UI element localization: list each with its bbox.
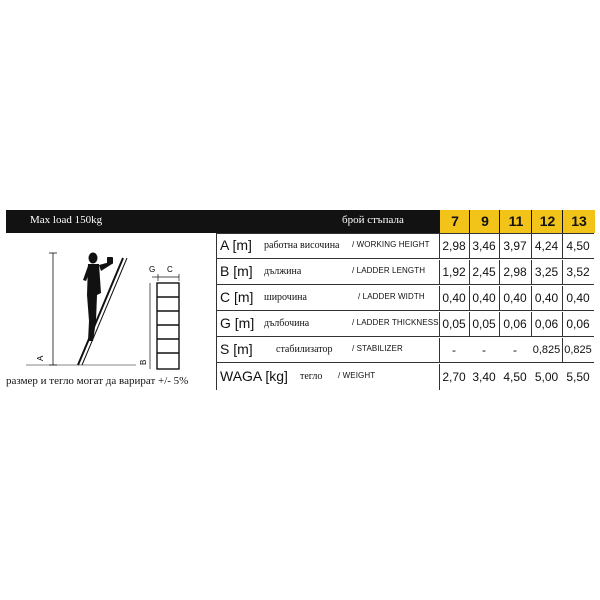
dimension-label-a: A bbox=[36, 355, 45, 361]
table-cell: 0,40 bbox=[503, 291, 527, 305]
table-cell: 3,46 bbox=[472, 239, 496, 253]
row-symbol: C [m] bbox=[220, 289, 254, 305]
row-label-bg: стабилизатор bbox=[276, 344, 333, 355]
table-cell: 0,40 bbox=[566, 291, 590, 305]
tolerance-note: размер и тегло могат да варират +/- 5% bbox=[6, 375, 189, 387]
table-cell: 3,25 bbox=[534, 265, 559, 279]
table-cell: 2,70 bbox=[442, 370, 466, 384]
dimension-label-b: B bbox=[139, 359, 148, 365]
row-label-bg: тегло bbox=[300, 371, 323, 382]
table-cell: 0,825 bbox=[564, 344, 592, 356]
table-cell: 4,24 bbox=[534, 239, 559, 253]
table-row-stabilizer bbox=[216, 338, 594, 363]
table-cell: - bbox=[513, 343, 517, 357]
dimension-label-c: C bbox=[167, 265, 173, 274]
row-label-bg: широчина bbox=[264, 292, 307, 303]
column-header-13: 13 bbox=[562, 210, 595, 233]
row-label-bg: дължина bbox=[264, 266, 302, 277]
table-cell: 0,40 bbox=[472, 291, 496, 305]
dimension-label-g: G bbox=[149, 265, 156, 274]
row-label-en: / STABILIZER bbox=[352, 344, 403, 353]
column-header-11: 11 bbox=[499, 210, 532, 233]
ladder-spec-table bbox=[6, 210, 594, 390]
table-header-bar bbox=[6, 210, 594, 233]
row-label-en: / WEIGHT bbox=[338, 371, 376, 380]
row-label-bg: дълбочина bbox=[264, 318, 310, 329]
ladder-diagram bbox=[6, 233, 216, 390]
ladder-illustration bbox=[6, 233, 216, 390]
table-cell: 2,98 bbox=[442, 239, 466, 253]
table-cell: 3,52 bbox=[566, 265, 590, 279]
row-label-bg: работна височина bbox=[264, 240, 340, 251]
column-header-9: 9 bbox=[469, 210, 500, 233]
row-symbol: A [m] bbox=[220, 237, 252, 253]
table-cell: 1,92 bbox=[442, 265, 466, 279]
column-header-12: 12 bbox=[531, 210, 563, 233]
table-cell: 0,06 bbox=[503, 317, 527, 331]
row-label-en: / LADDER THICKNESS bbox=[352, 318, 439, 327]
column-header-7: 7 bbox=[439, 210, 470, 233]
table-cell: 0,06 bbox=[534, 317, 559, 331]
table-cell: 0,825 bbox=[532, 344, 561, 356]
row-symbol: S [m] bbox=[220, 341, 253, 357]
table-cell: 0,40 bbox=[534, 291, 559, 305]
table-cell: 2,45 bbox=[472, 265, 496, 279]
table-row-ladder-length bbox=[216, 260, 594, 285]
table-row-ladder-thickness bbox=[216, 312, 594, 337]
table-cell: 3,40 bbox=[472, 370, 496, 384]
table-cell: 2,98 bbox=[503, 265, 527, 279]
row-symbol: WAGA [kg] bbox=[220, 368, 288, 384]
row-label-en: / LADDER LENGTH bbox=[352, 266, 426, 275]
table-cell: 4,50 bbox=[566, 239, 590, 253]
row-symbol: G [m] bbox=[220, 315, 255, 331]
table-row-weight bbox=[216, 364, 594, 390]
steps-count-label: брой стъпала bbox=[342, 214, 404, 226]
table-cell: 0,05 bbox=[442, 317, 466, 331]
table-cell: 0,40 bbox=[442, 291, 466, 305]
table-cell: 0,06 bbox=[566, 317, 590, 331]
table-cell: 5,00 bbox=[534, 370, 559, 384]
row-label-en: / WORKING HEIGHT bbox=[352, 240, 430, 249]
table-cell: - bbox=[452, 343, 456, 357]
table-cell: - bbox=[482, 343, 486, 357]
table-cell: 5,50 bbox=[566, 370, 590, 384]
table-row-ladder-width bbox=[216, 286, 594, 311]
table-row-working-height bbox=[216, 234, 594, 259]
row-symbol: B [m] bbox=[220, 263, 253, 279]
table-cell: 0,05 bbox=[472, 317, 496, 331]
table-cell: 4,50 bbox=[503, 370, 527, 384]
row-label-en: / LADDER WIDTH bbox=[358, 292, 425, 301]
table-cell: 3,97 bbox=[503, 239, 527, 253]
max-load-label: Max load 150kg bbox=[30, 214, 103, 226]
